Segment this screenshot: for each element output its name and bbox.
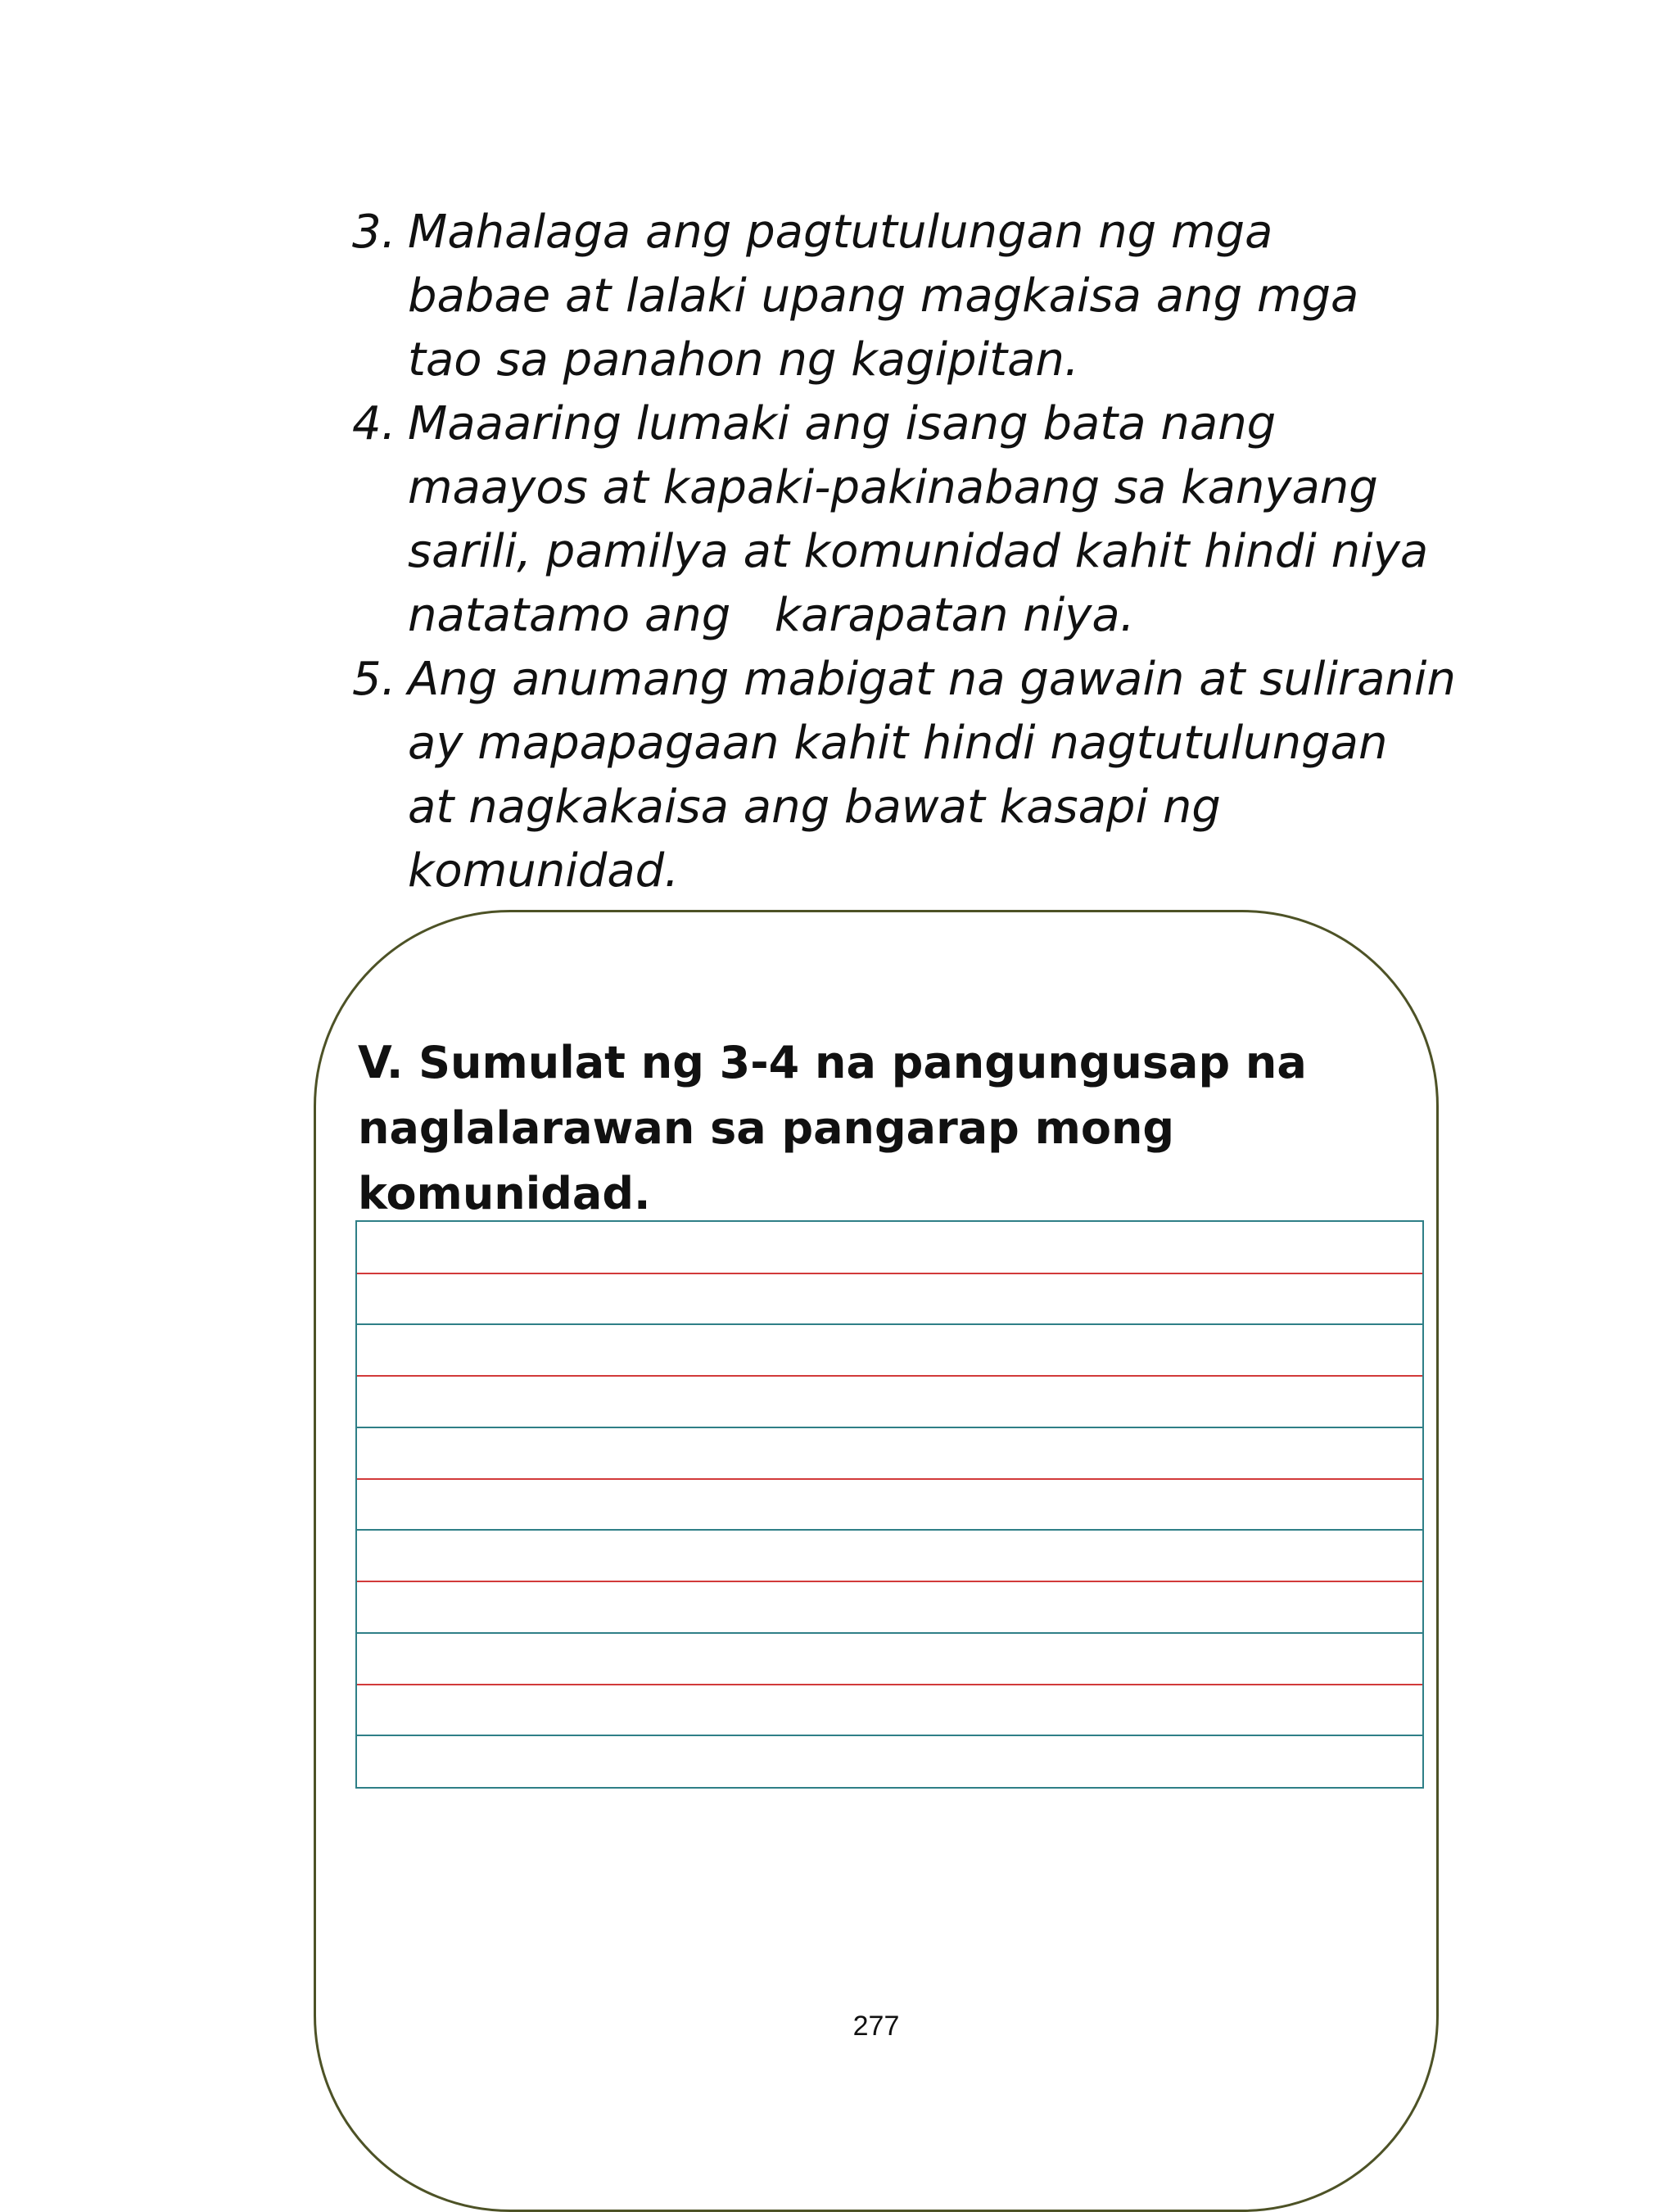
item-line: Maaaring lumaki ang isang bata nang [408, 397, 1277, 450]
item-line: babae at lalaki upang magkaisa ang mga [408, 269, 1359, 323]
item-line: Mahalaga ang pagtutulungan ng mga [408, 206, 1273, 259]
heading-line: V. Sumulat ng 3-4 na pangungusap na [358, 1037, 1307, 1088]
list-item [352, 201, 1482, 392]
list-item [352, 392, 1482, 648]
item-line: at nagkakaisa ang bawat kasapi ng [408, 780, 1221, 834]
ruled-line [357, 1632, 1422, 1634]
ruled-line [357, 1529, 1422, 1531]
ruled-line [357, 1684, 1422, 1685]
item-number: 3. [352, 206, 396, 259]
list-item [352, 648, 1482, 903]
item-number: 5. [352, 653, 396, 706]
ruled-line [357, 1273, 1422, 1274]
item-line: maayos at kapaki-pakinabang sa kanyang [408, 461, 1378, 514]
item-line: Ang anumang mabigat na gawain at suliranin [408, 653, 1456, 706]
item-number: 4. [352, 397, 396, 450]
ruled-line [357, 1581, 1422, 1582]
section-heading [358, 1030, 1471, 1227]
statement-list [352, 201, 1482, 903]
ruled-line [357, 1323, 1422, 1325]
heading-line: naglalarawan sa pangarap mong komunidad. [358, 1102, 1175, 1219]
item-line: komunidad. [408, 844, 679, 898]
item-line: tao sa panahon ng kagipitan. [408, 333, 1079, 387]
item-line: sarili, pamilya at komunidad kahit hindi niya [408, 525, 1429, 578]
ruled-line [357, 1427, 1422, 1428]
ruled-line [357, 1478, 1422, 1480]
writing-lines-area[interactable] [355, 1220, 1424, 1789]
ruled-line [357, 1375, 1422, 1377]
item-line: natatamo ang karapatan niya. [408, 589, 1135, 642]
page-number: 277 [852, 2011, 900, 2042]
ruled-line [357, 1735, 1422, 1736]
item-line: ay mapapagaan kahit hindi nagtutulungan [408, 717, 1388, 770]
